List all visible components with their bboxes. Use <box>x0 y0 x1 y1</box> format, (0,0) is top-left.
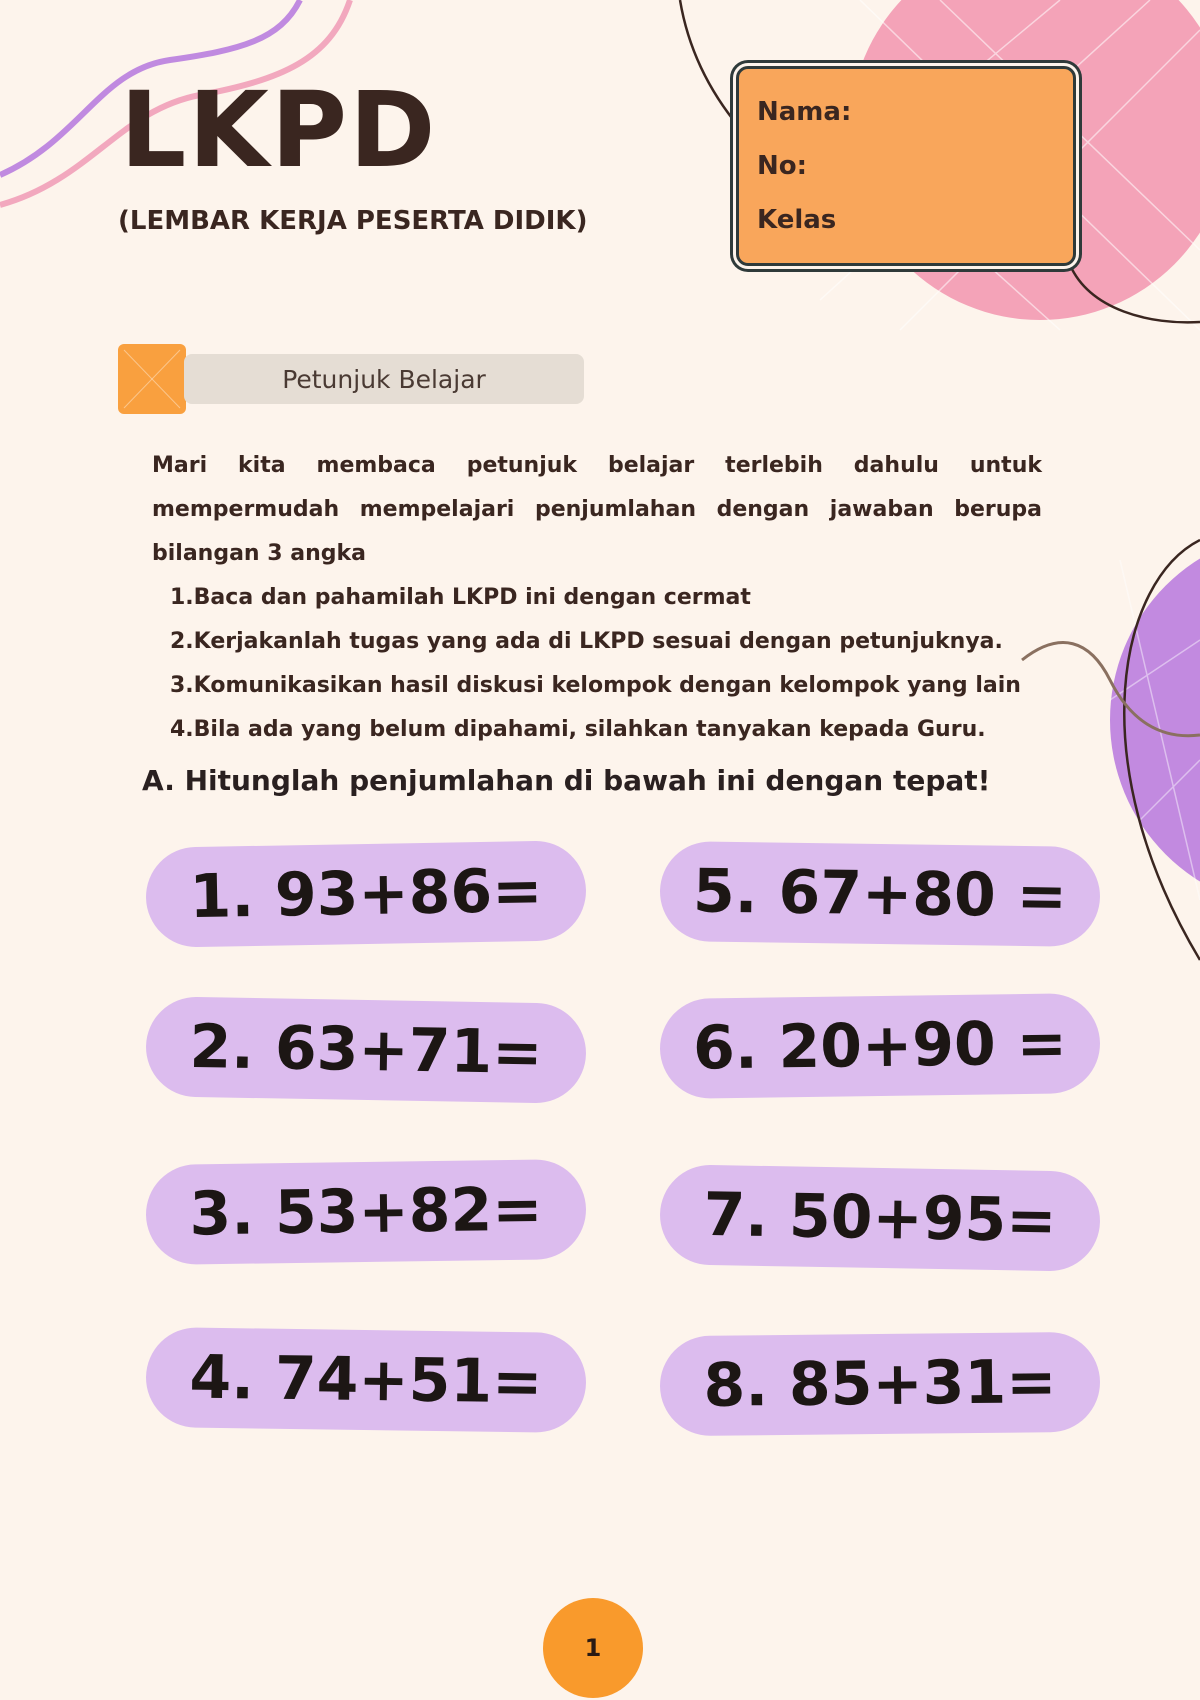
step-item: 1.Baca dan pahamilah LKPD ini dengan cermat <box>170 585 751 610</box>
problem-2: 2. 63+71= <box>145 996 587 1104</box>
problem-7: 7. 50+95= <box>659 1164 1101 1272</box>
problem-3: 3. 53+82= <box>145 1159 586 1265</box>
name-label: Nama: <box>757 97 852 127</box>
student-info-box <box>736 66 1076 266</box>
step-item: 2.Kerjakanlah tugas yang ada di LKPD sesuai dengan petunjuknya. <box>170 629 1003 654</box>
exercise-instruction: A. Hitunglah penjumlahan di bawah ini dengan tepat! <box>142 764 991 797</box>
page-title: LKPD <box>120 69 438 191</box>
page-subtitle: (LEMBAR KERJA PESERTA DIDIK) <box>118 206 588 236</box>
class-label: Kelas <box>757 205 837 235</box>
problem-4: 4. 74+51= <box>145 1327 586 1433</box>
problem-6: 6. 20+90 = <box>659 993 1100 1099</box>
problem-5: 5. 67+80 = <box>659 841 1100 947</box>
number-label: No: <box>757 151 808 181</box>
step-item: 3.Komunikasikan hasil diskusi kelompok dengan kelompok yang lain <box>170 673 1021 698</box>
instruction-steps <box>170 576 1070 752</box>
problem-1: 1. 93+86= <box>145 840 587 948</box>
section-label: Petunjuk Belajar <box>184 354 584 404</box>
step-item: 4.Bila ada yang belum dipahami, silahkan tanyakan kepada Guru. <box>170 717 986 742</box>
page-number: 1 <box>543 1598 643 1698</box>
intro-paragraph: Mari kita membaca petunjuk belajar terlebih dahulu untuk mempermudah mempelajari penjumlahan dengan jawaban berupa bilangan 3 angka <box>152 453 1042 566</box>
section-header <box>118 344 486 414</box>
section-marker-icon <box>118 344 186 414</box>
problem-8: 8. 85+31= <box>659 1332 1100 1437</box>
